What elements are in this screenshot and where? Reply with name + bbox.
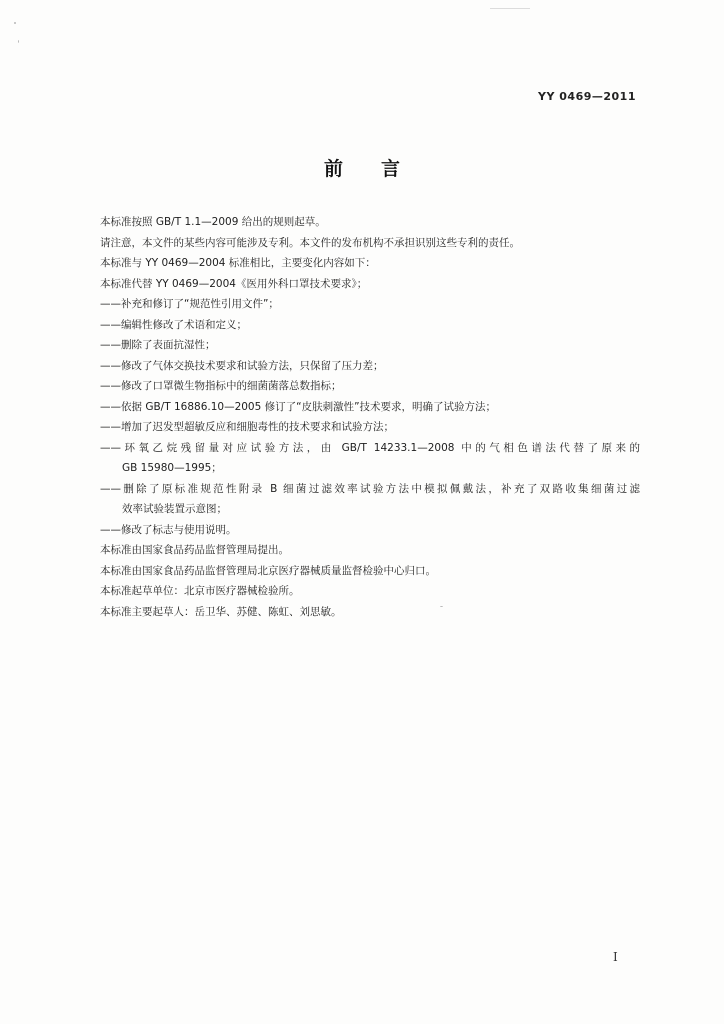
text-line: 本标准由国家食品药品监督管理局提出。 xyxy=(100,544,289,556)
list-item: ——依据 GB/T 16886.10—2005 修订了“皮肤刺激性”技术要求，明确了试验方法； xyxy=(100,400,497,413)
text-line: 本标准主要起草人：岳卫华、苏健、陈虹、刘思敏。 xyxy=(100,605,342,618)
scan-speck xyxy=(490,8,530,9)
list-item: ——修改了气体交换技术要求和试验方法，只保留了压力差； xyxy=(100,359,384,372)
page-title: 前言 xyxy=(323,158,438,180)
list-item-continuation: 效率试验装置示意图； xyxy=(122,503,227,515)
list-item: ——修改了标志与使用说明。 xyxy=(100,523,237,536)
scan-speck xyxy=(440,606,443,607)
list-item: ——删除了原标准规范性附录 B 细菌过滤效率试验方法中模拟佩戴法，补充了双路收集细菌过滤 xyxy=(100,482,640,495)
list-item: ——增加了迟发型超敏反应和细胞毒性的技术要求和试验方法； xyxy=(100,421,394,433)
text-line: 本标准由国家食品药品监督管理局北京医疗器械质量监督检验中心归口。 xyxy=(100,564,436,577)
text-line: 本标准起草单位：北京市医疗器械检验所。 xyxy=(100,585,300,597)
list-item: ——编辑性修改了术语和定义； xyxy=(100,318,247,331)
list-item: ——环氧乙烷残留量对应试验方法，由 GB/T 14233.1—2008 中的气相色谱法代替了原来的 xyxy=(100,441,640,454)
list-item-continuation: GB 15980—1995； xyxy=(122,462,222,474)
list-item: ——删除了表面抗湿性； xyxy=(100,339,216,351)
page-number: I xyxy=(613,950,618,964)
text-line: 本标准与 YY 0469—2004 标准相比，主要变化内容如下： xyxy=(100,257,376,269)
text-line: 请注意，本文件的某些内容可能涉及专利。本文件的发布机构不承担识别这些专利的责任。 xyxy=(100,236,520,249)
standard-code: YY 0469—2011 xyxy=(538,90,636,103)
list-item: ——修改了口罩微生物指标中的细菌菌落总数指标； xyxy=(100,380,342,392)
list-item: ——补充和修订了“规范性引用文件”； xyxy=(100,298,279,310)
text-line: 本标准代替 YY 0469—2004《医用外科口罩技术要求》； xyxy=(100,277,368,290)
scan-speck xyxy=(18,40,19,43)
text-line: 本标准按照 GB/T 1.1—2009 给出的规则起草。 xyxy=(100,216,326,228)
foreword-body xyxy=(100,212,640,622)
scan-speck xyxy=(14,22,16,24)
